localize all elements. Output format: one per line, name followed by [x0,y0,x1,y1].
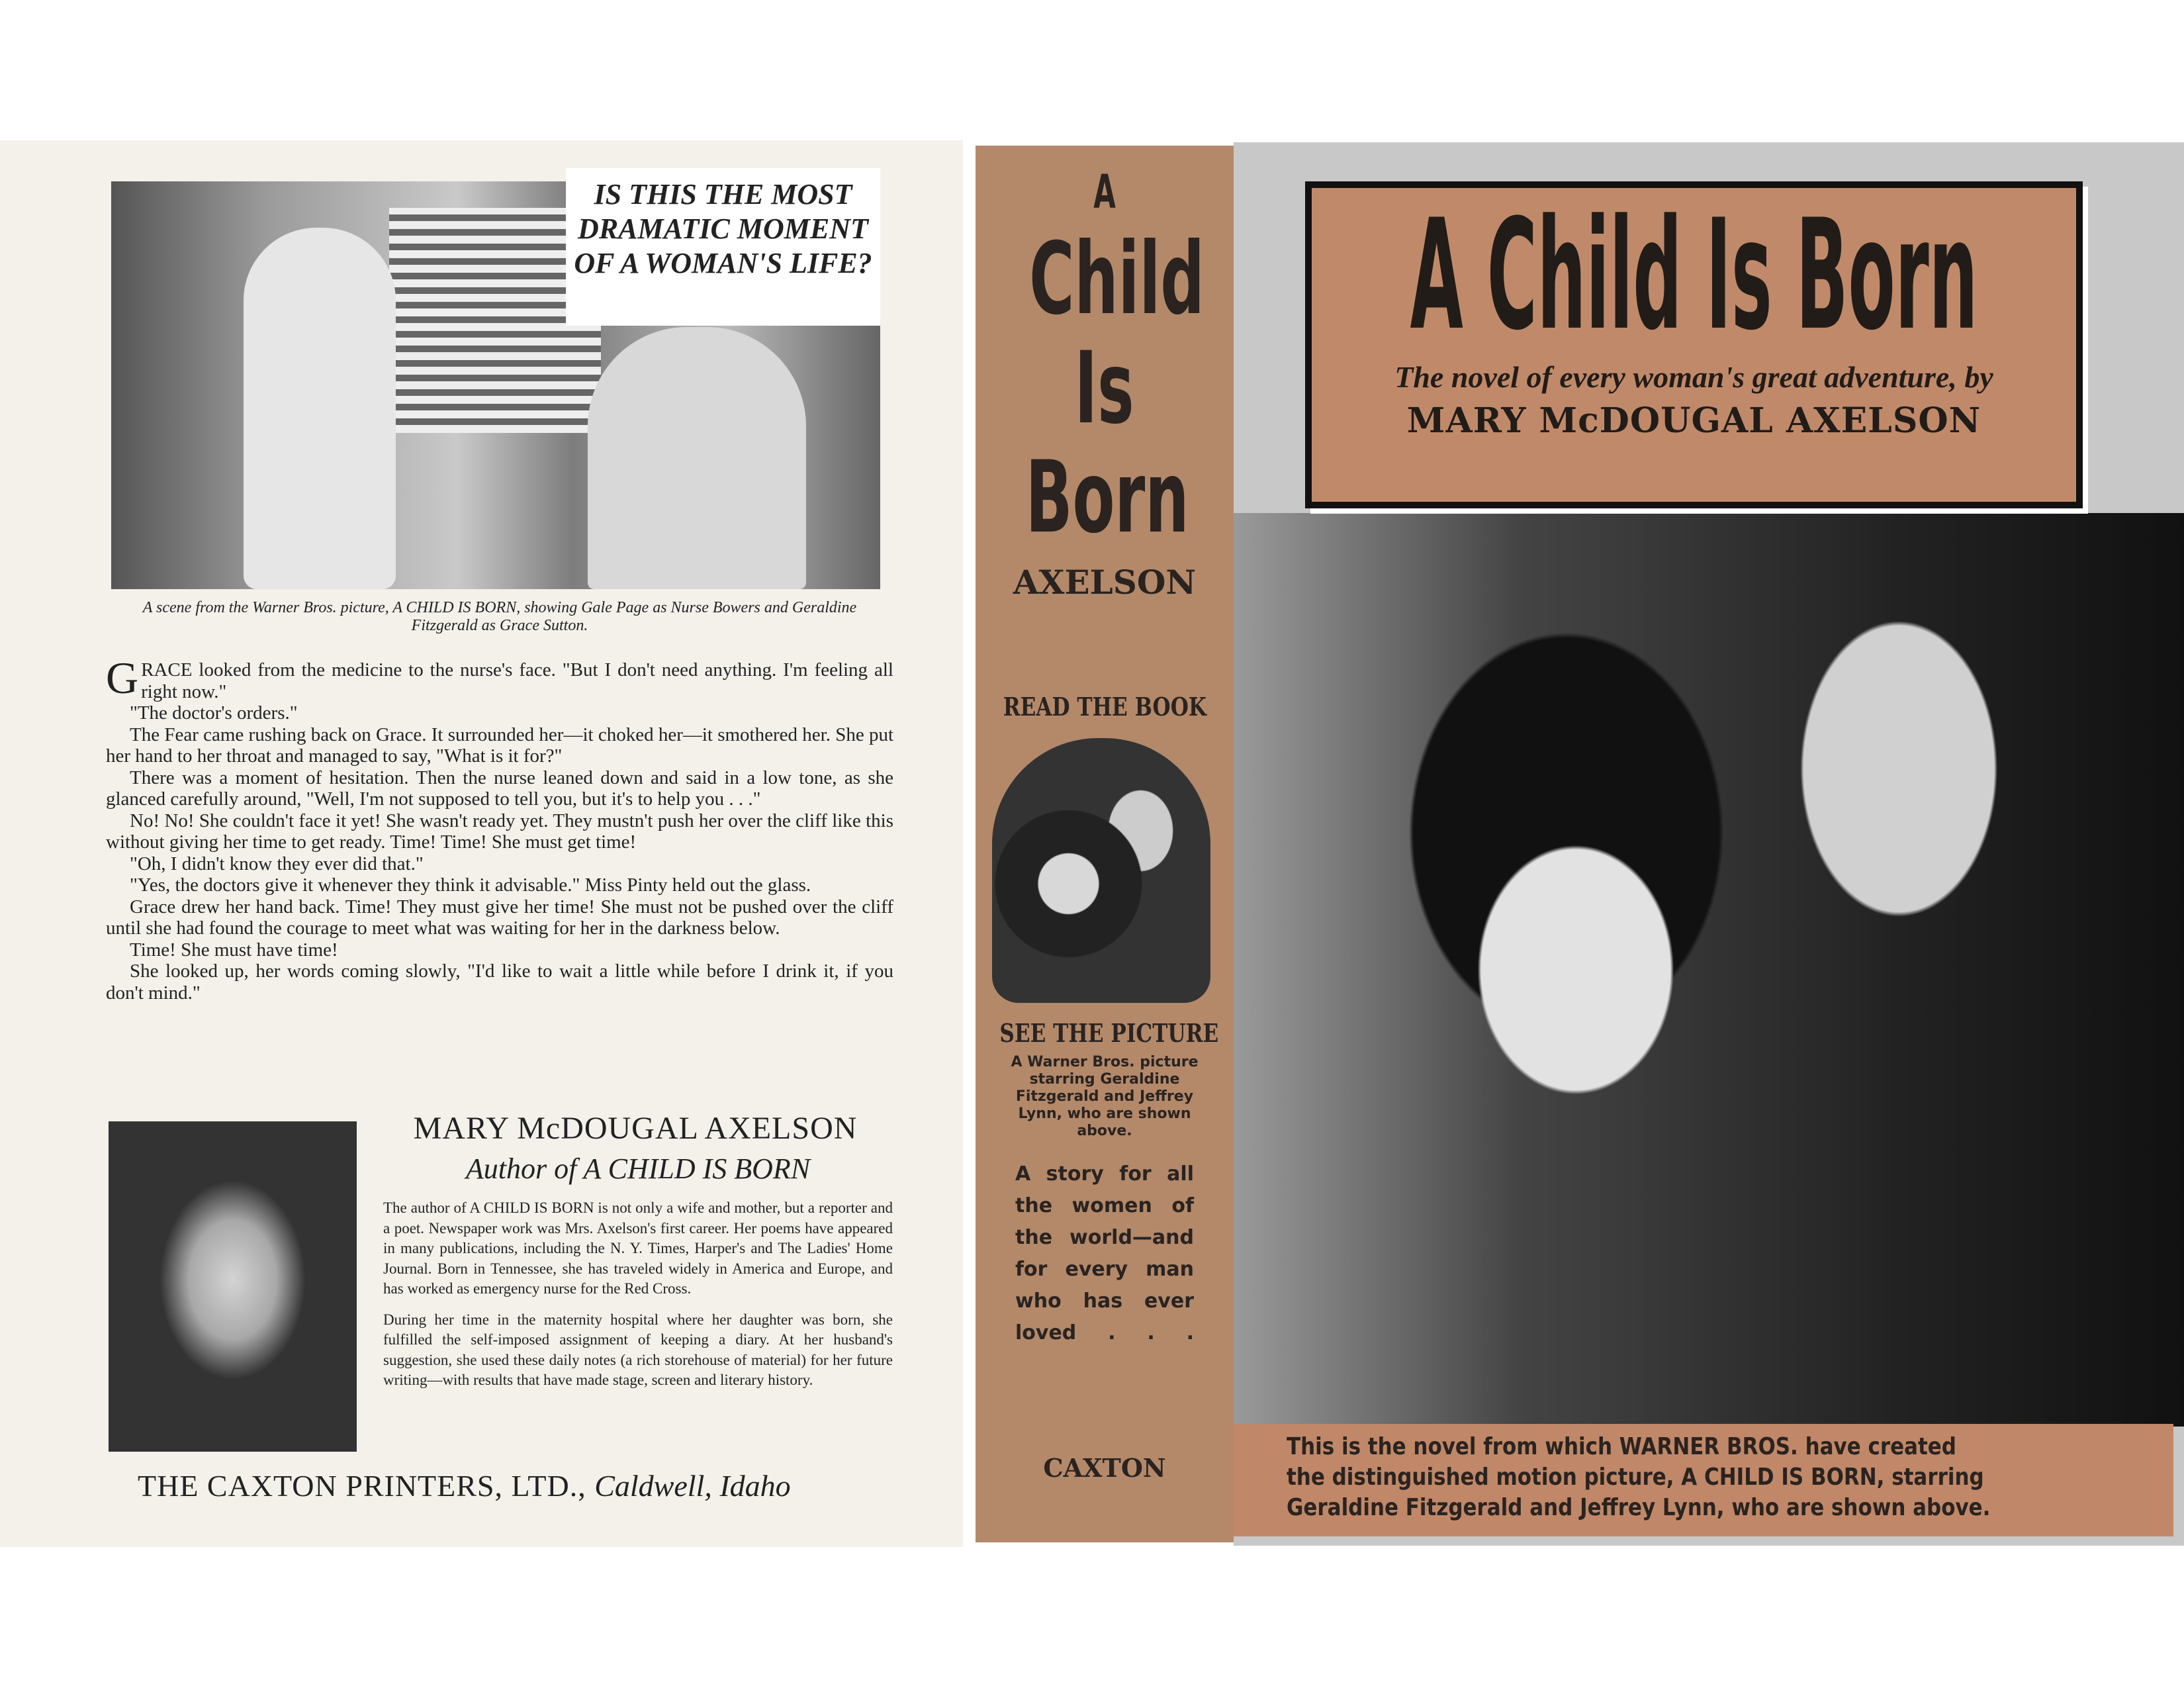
story-paragraph: She looked up, her words coming slowly, "I'd like to wait a little while before I drink it, if you don't mind." [106,961,893,1004]
back-headline: IS THIS THE MOST DRAMATIC MOMENT OF A WOMAN'S LIFE? [566,168,880,326]
spine-title-is: Is [1075,331,1134,446]
author-name: MARY McDOUGAL AXELSON [413,1111,858,1146]
front-author: MARY McDOUGAL AXELSON [1406,400,1981,441]
front-bottom-band [1234,1424,2173,1536]
publisher-line [138,1468,932,1503]
spine-title-child: Child [1029,222,1205,337]
story-excerpt [106,653,893,1004]
nurse-figure [244,228,396,589]
spine-title-a [976,165,1234,218]
spine-couple-photo [992,738,1210,1003]
patient-figure [588,327,806,589]
story-paragraph: Grace drew her hand back. Time! They must give her time! She must not be pushed over the cliff until she had found the courage to meet what was waiting for her in the darkness below. [106,896,893,939]
story-paragraph: "Yes, the doctors give it whenever they think it advisable." Miss Pinty held out the glass. [130,874,811,896]
publisher-name: THE CAXTON PRINTERS, LTD., [138,1469,586,1503]
story-paragraph: "Oh, I didn't know they ever did that." [130,853,424,874]
spine-title-born: Born [1025,440,1189,555]
band-line: the distinguished motion picture, A CHILD IS BORN, starring [1287,1464,1984,1491]
spine-read-the-book: READ THE BOOK [1003,692,1206,722]
book-title: A Child Is Born [1410,187,1978,364]
spine-title [976,222,1234,555]
author-portrait [109,1121,357,1452]
cover-couple-photo [1234,513,2184,1427]
spine [976,146,1234,1542]
story-paragraph: "The doctor's orders." [130,702,298,724]
spine-publisher: CAXTON [1043,1453,1166,1483]
story-text: RACE looked from the medicine to the nurse's face. "But I don't need anything. I'm feeling all right now." [141,659,893,702]
story-paragraph: The Fear came rushing back on Grace. It surrounded her—it choked her—it smothered her. She put her hand to her throat and managed to say, "What is it for?" [106,724,893,767]
band-line: Geraldine Fitzgerald and Jeffrey Lynn, who are shown above. [1287,1494,1991,1521]
author-bio [383,1198,893,1391]
story-paragraph: There was a moment of hesitation. Then the nurse leaned down and said in a low tone, as she glanced carefully around, "Well, I'm not supposed to tell you, but it's to help you . . ." [106,767,893,810]
photo-caption: A scene from the Warner Bros. picture, A CHILD IS BORN, showing Gale Page as Nurse Bowers and Geraldine Fitzgerald as Grace Sutton. [142,599,857,634]
publisher-place: Caldwell, Idaho [594,1469,791,1503]
spine-read-the-book-row [976,692,1234,722]
author-subtitle: Author of A CHILD IS BORN [465,1152,811,1185]
story-paragraph [106,653,893,703]
story-paragraph: Time! She must have time! [130,939,338,961]
spine-starring: A Warner Bros. picture starring Geraldine Fitzgerald and Jeffrey Lynn, who are shown above. [1011,1054,1199,1139]
spine-author: AXELSON [1013,563,1197,602]
bio-paragraph: During her time in the maternity hospital where her daughter was born, she fulfilled the self-imposed assignment of keeping a diary. At her husband's suggestion, she used these daily notes (a rich storehouse of material) for her future writing—with results that have made stage, screen and literary history. [383,1311,893,1388]
spine-see-the-picture: SEE THE PICTURE [999,1018,1219,1048]
spine-blurb: A story for all the women of the world—and for every man who has ever loved . . . [1015,1162,1194,1344]
story-paragraph: No! No! She couldn't face it yet! She wasn't ready yet. They mustn't push her over the cliff like this without giving her time to get ready. Time! Time! She must get time! [106,810,893,853]
tagline: The novel of every woman's great adventure, by [1394,360,1993,394]
drop-cap: G [106,653,139,703]
bio-paragraph: The author of A CHILD IS BORN is not only a wife and mother, but a reporter and a poet. Newspaper work was Mrs. Axelson's first career. Her poems have appeared in many publications, including the N. Y. Times, Harper's and The Ladies' Home Journal. Born in Tennessee, she has traveled widely in America and Europe, and has worked as emergency nurse for the Red Cross. [383,1199,893,1297]
spine-see-the-picture-row [976,1018,1234,1049]
spine-title-a-text: A [1093,165,1116,219]
band-line: This is the novel from which WARNER BROS. have created [1287,1433,1956,1460]
title-box [1305,181,2083,508]
